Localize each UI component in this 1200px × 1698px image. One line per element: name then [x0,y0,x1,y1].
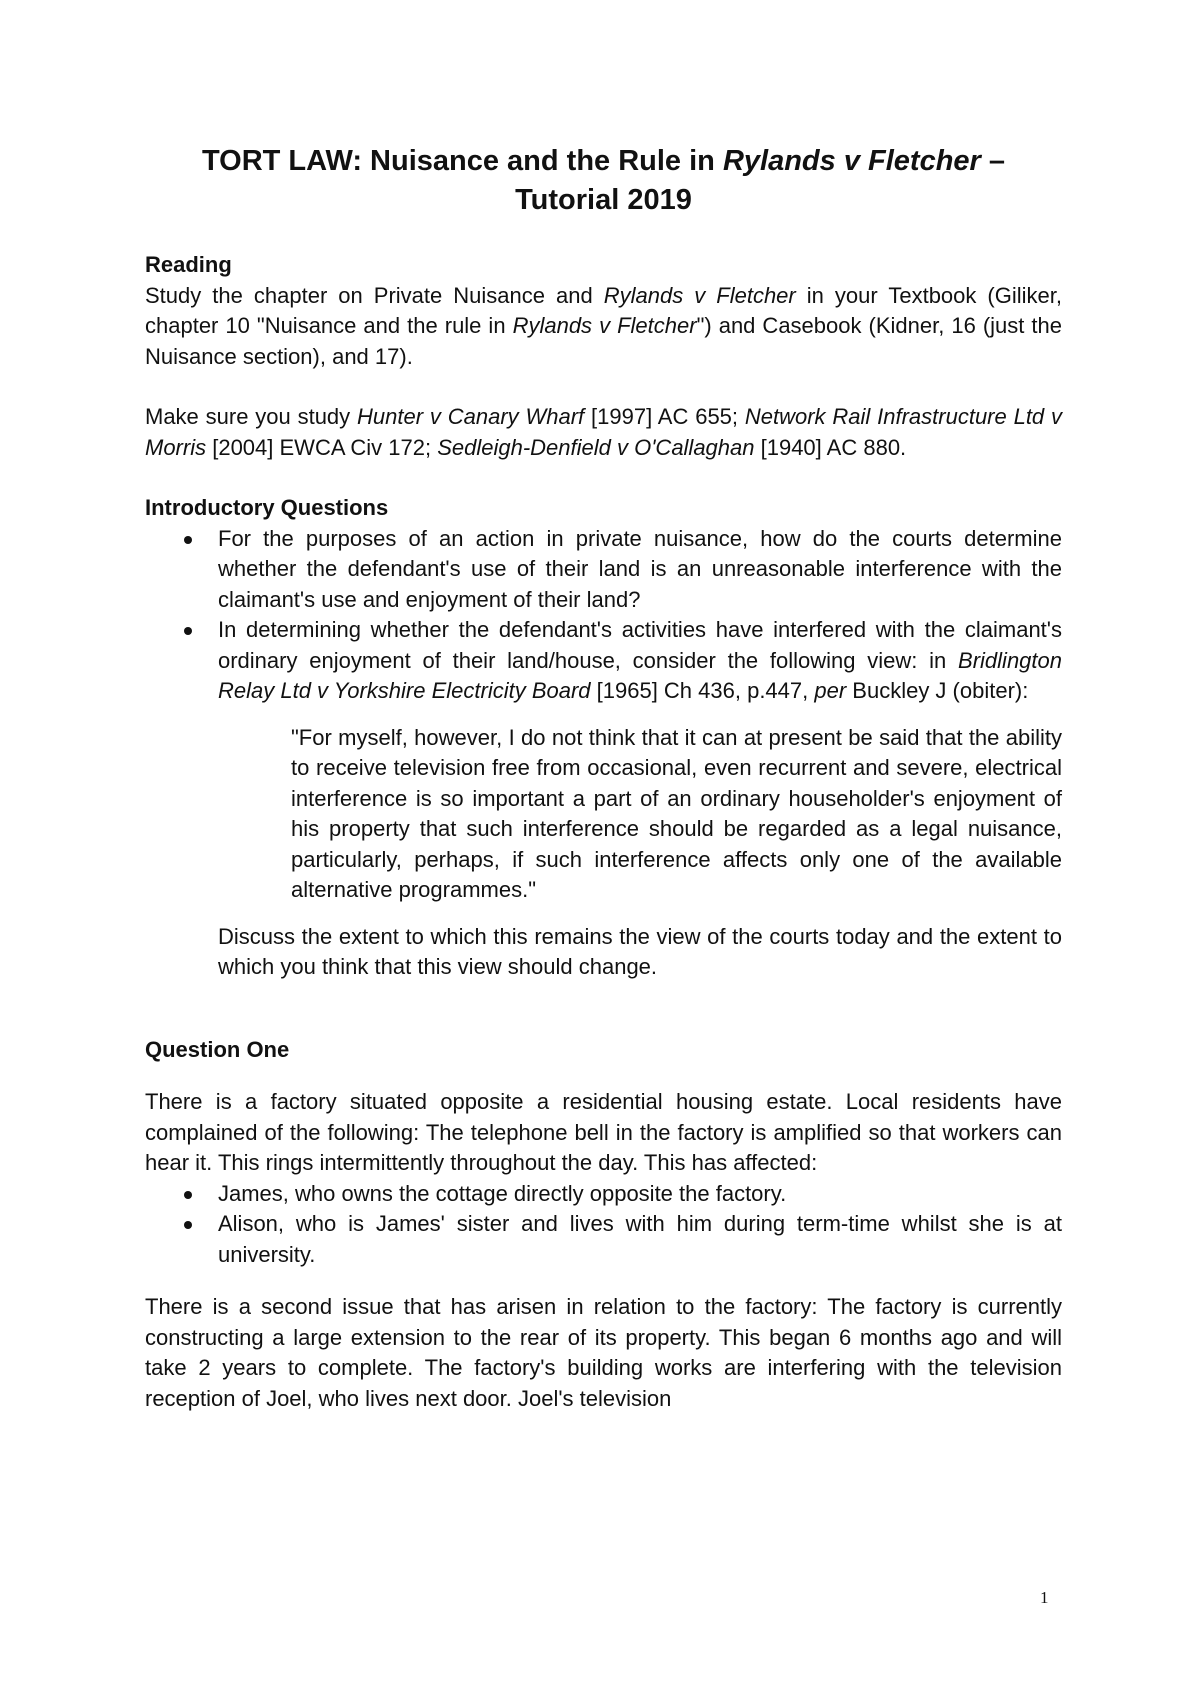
bullet-icon [184,1191,192,1199]
list-item [145,524,1062,616]
list-item [145,1209,1062,1270]
case-name: Bridlington Relay Ltd v Yorkshire Electricity Board [218,647,1062,703]
question-one-paragraph-2: There is a second issue that has arisen in relation to the factory: The factory is currently constructing a large extension to the rear of its property. This began 6 months ago and will take 2 years to complete. The factory's building works are interfering with the television reception of Joel, who lives next door. Joel's television [145,1294,1062,1411]
title-case-name: Rylands v Fletcher [722,145,981,177]
text-run: in your Textbook (Giliker, chapter 10 "Nuisance and the rule in [145,282,1062,338]
bullet-icon [184,627,192,635]
reading-paragraph-2 [145,402,1062,463]
text-run: [1997] AC 655; [584,404,745,429]
text-run: [1965] Ch 436, p.447, [590,678,815,703]
title-text-start: TORT LAW: Nuisance and the Rule in [201,145,723,177]
text-run: In determining whether the defendant's activities have interfered with the claimant's ordinary enjoyment of their land/house, consider the following view: in [218,617,1062,673]
case-name: Sedleigh-Denfield v O'Callaghan [437,434,755,460]
title-line-2: Tutorial 2019 [515,184,692,216]
list-item [145,1179,1062,1210]
reading-paragraph-1 [145,281,1062,373]
list-item-text: James, who owns the cottage directly opposite the factory. [218,1180,787,1206]
title-line-1 [145,142,1062,181]
text-run: Make sure you study [145,404,358,429]
case-name: Rylands v Fletcher [603,282,796,308]
question-one-paragraph-1: There is a factory situated opposite a residential housing estate. Local residents have complained of the following: The telephone bell in the factory is amplified so that workers can hear it. This rings intermittently throughout the day. This has affected: [145,1089,1062,1175]
latin-term: per [814,678,847,703]
case-name: Rylands v Fletcher [512,313,697,338]
text-run: Buckley J (obiter): [846,678,1029,703]
question-one-heading: Question One [145,1036,290,1062]
question-one-list [145,1179,1062,1271]
text-run: Study the chapter on Private Nuisance and [145,282,604,308]
discuss-paragraph: Discuss the extent to which this remains the view of the courts today and the extent to which you think that this view should change. [218,923,1062,979]
intro-questions-list [145,524,1062,707]
document-body [145,142,1062,1414]
title-dash: – [980,145,1006,177]
case-name: Hunter v Canary Wharf [357,404,585,429]
list-item-text: Alison, who is James' sister and lives with him during term-time whilst she is at university. [218,1211,1062,1267]
text-run: ") and Casebook (Kidner, 16 (just the Nuisance section), and 17). [145,313,1062,369]
bullet-icon [184,536,192,544]
text-run: [2004] EWCA Civ 172; [206,434,438,460]
list-item-text: For the purposes of an action in private nuisance, how do the courts determine whether the defendant's use of their land is an unreasonable interference with the claimant's use and enjoyment of their land? [218,525,1062,612]
document-title [145,142,1062,220]
case-name: Network Rail Infrastructure Ltd v Morris [145,404,1063,460]
block-quote: "For myself, however, I do not think that it can at present be said that the ability to receive television free from occasional, even recurrent and severe, electrical interference is so important a part of an ordinary householder's enjoyment of his property that such interference should be regarded as a legal nuisance, particularly, perhaps, if such interference affects only one of the available alternative programmes." [291,724,1062,902]
reading-heading: Reading [145,252,232,277]
page-number: 1 [1040,1588,1049,1607]
list-item [145,615,1062,707]
text-run: [1940] AC 880. [754,434,907,460]
intro-questions-heading: Introductory Questions [145,495,389,520]
bullet-icon [184,1221,192,1229]
